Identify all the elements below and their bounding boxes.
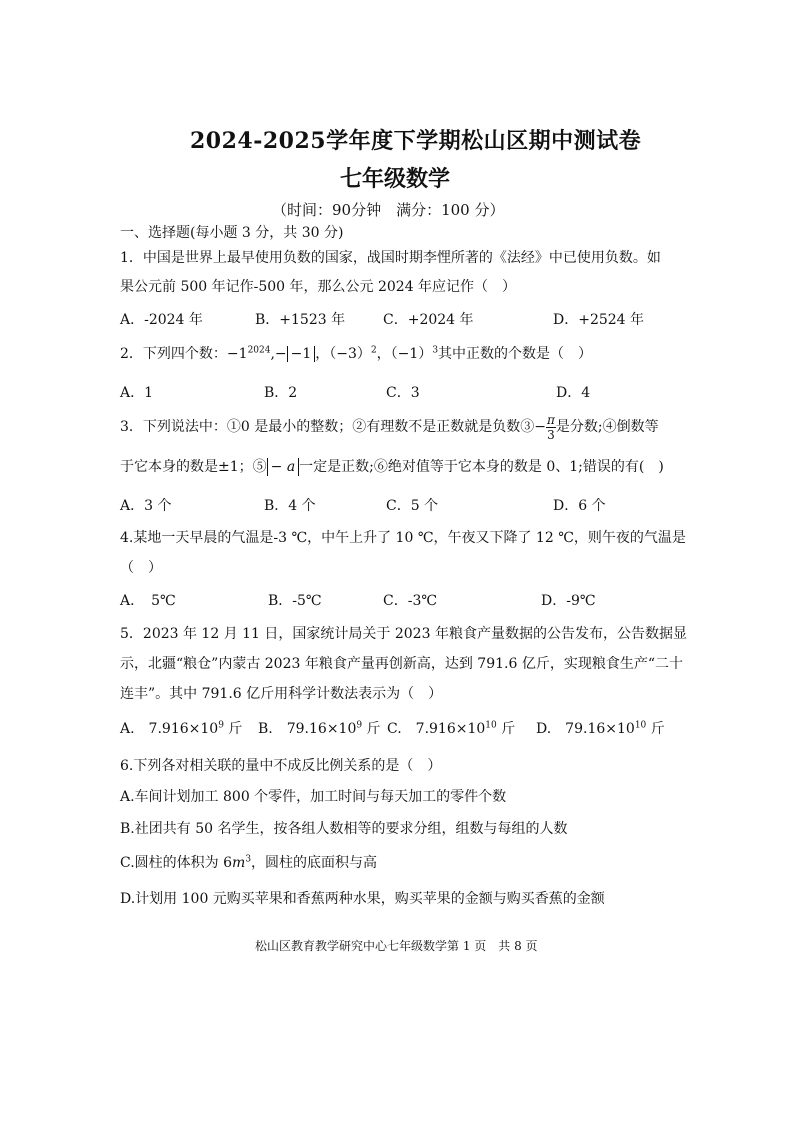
q1-option-b: B．+1523 年 (255, 312, 346, 328)
q3-fraction-num: π (547, 412, 555, 427)
q2-num1-sep: ,− (270, 346, 287, 362)
q6-stem: 6.下列各对相关联的量中不成反比例关系的是（ ） (120, 758, 442, 774)
q3-option-c: C．5 个 (386, 498, 439, 514)
subject-title: 七年级数学 (340, 166, 451, 192)
q5-option-b: B. $79.16\times 10^9$ 斤 (258, 720, 381, 737)
q4-option-a: A． 5℃ (120, 593, 176, 609)
q2-num4-exp: 3 (432, 345, 439, 356)
q2-stem (120, 343, 592, 363)
q6-option-a: A.车间计划加工 800 个零件，加工时间与每天加工的零件个数 (120, 789, 507, 805)
q5-line2: 示，北疆“粮仓”内蒙古 2023 年粮食产量再创新高，达到 791.6 亿斤，实现粮食生产“二十 (120, 656, 683, 672)
q1-option-a: A．-2024 年 (120, 312, 203, 328)
q3-line1a: 3．下列说法中：①0 是最小的整数；②有理数不是正数就是负数③− (120, 419, 546, 435)
q2-num4: ，（−1） (376, 346, 433, 362)
q5-line3: 连丰”。其中 791.6 亿斤用科学计数法表示为（ ） (120, 686, 443, 702)
q5-option-d: D. $79.16\times 10^{10}$ 斤 (536, 720, 665, 737)
q2-option-b: B．2 (264, 385, 298, 401)
q3-option-b: B．4 个 (264, 498, 316, 514)
q3-option-d: D．6 个 (553, 498, 606, 514)
q4-line2: （ ） (120, 560, 162, 576)
q3-abs-a: − a (267, 458, 300, 476)
q3-line2 (120, 456, 664, 476)
q2-num3-exp: 2 (370, 345, 377, 356)
q4-line1: 4.某地一天早晨的气温是-3 ℃，中午上升了 10 ℃，午夜又下降了 12 ℃，则午夜的气温是 (120, 530, 686, 546)
q1-option-c: C．+2024 年 (383, 312, 474, 328)
q3-line1 (120, 412, 659, 442)
q6-option-c: C.圆柱的体积为 $6m^3$，圆柱的底面积与高 (120, 854, 378, 871)
q3-fraction-den: 3 (547, 427, 555, 442)
q1-option-d: D．+2524 年 (553, 312, 645, 328)
q3-line2b: 一定是正数;⑥绝对值等于它本身的数是 0、1;错误的有( ) (299, 459, 664, 475)
exam-title: 2024-2025学年度下学期松山区期中测试卷 (190, 128, 642, 154)
q3-fraction (546, 413, 556, 442)
page-footer: 松山区教育教学研究中心七年级数学第 1 页 共 8 页 (255, 939, 538, 953)
section-heading: 一、选择题(每小题 3 分，共 30 分) (120, 225, 344, 241)
q5-option-c: C. $7.916\times 10^{10}$ 斤 (387, 720, 516, 737)
q4-option-d: D．-9℃ (541, 593, 596, 609)
time-score-info: （时间：90分钟 满分：100 分） (272, 201, 505, 219)
q2-num1-exp: 2024 (247, 345, 271, 356)
q2-num3: ，（−3） (315, 346, 371, 362)
q2-prefix: 2．下列四个数： (120, 346, 227, 362)
q4-option-c: C．-3℃ (383, 593, 438, 609)
q2-abs-value: −1 (287, 346, 316, 362)
q2-suffix: 其中正数的个数是（ ） (438, 346, 593, 362)
q2-num1: −1 (226, 346, 248, 362)
q2-option-d: D．4 (556, 385, 591, 401)
q3-line1b: 是分数;④倒数等 (555, 419, 659, 435)
q2-option-c: C．3 (386, 385, 420, 401)
q5-option-a: A. $7.916\times 10^9$ 斤 (120, 720, 243, 737)
q5-line1: 5．2023 年 12 月 11 日，国家统计局关于 2023 年粮食产量数据的公告发布，公告数据显 (120, 626, 687, 642)
q6-option-b: B.社团共有 50 名学生，按各组人数相等的要求分组，组数与每组的人数 (120, 821, 568, 837)
q2-option-a: A．1 (120, 385, 154, 401)
q1-line2: 果公元前 500 年记作-500 年，那么公元 2024 年应记作（ ） (120, 279, 517, 295)
q3-line2a: 于它本身的数是±1；⑤ (120, 459, 267, 475)
q3-option-a: A．3 个 (120, 498, 172, 514)
q4-option-b: B．-5℃ (268, 593, 322, 609)
q1-line1: 1．中国是世界上最早使用负数的国家，战国时期李悝所著的《法经》中已使用负数。如 (120, 250, 661, 266)
q6-option-d: D.计划用 100 元购买苹果和香蕉两种水果，购买苹果的金额与购买香蕉的金额 (120, 891, 605, 907)
